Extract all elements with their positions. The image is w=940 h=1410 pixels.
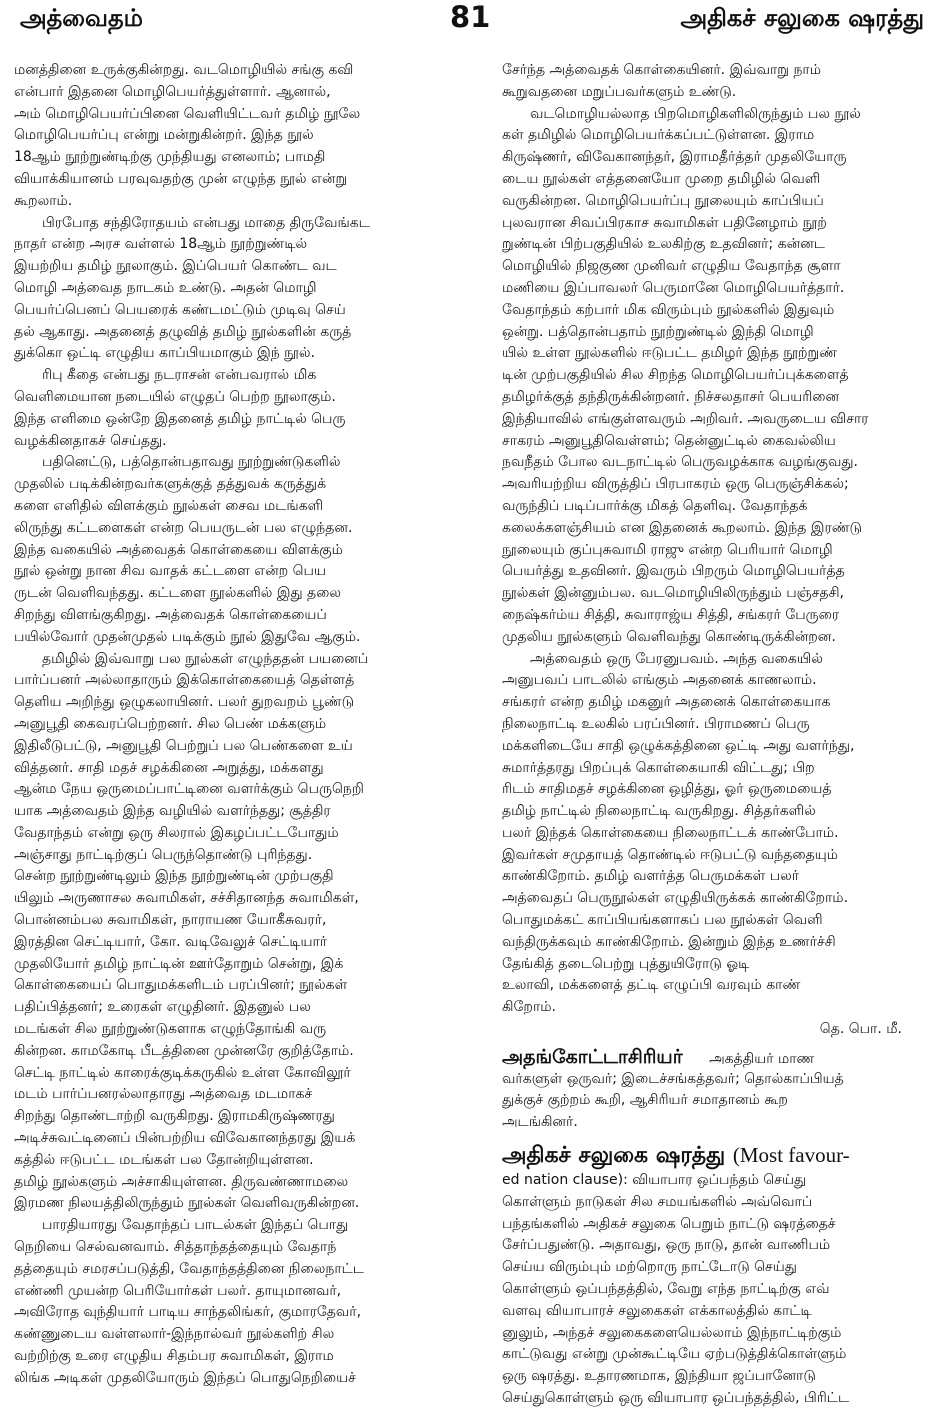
- text-line: துக்கொ ஒட்டி எழுதிய காப்பியமாகும் இந் நூல்.: [14, 345, 315, 362]
- text-line: ருடன் வெளிவந்தது. கட்டளை நூல்களில் இது தலை: [14, 585, 342, 602]
- text-line: டின் முற்பகுதியில் சில சிறந்த மொழிபெயர்ப்புக்களைத்: [502, 367, 849, 384]
- text-line: ஆன்ம நேய ஒருமைப்பாட்டினை வளர்க்கும் பெருநெறி: [14, 781, 364, 798]
- text-line: மக்களிடையே சாதி ஒழுக்கத்தினை ஒட்டி அது வளர்ந்து,: [502, 737, 855, 754]
- text-line: உலாவி, மக்களைத் தட்டி எழுப்பி வரவும் காண்: [502, 977, 801, 994]
- text-line: கூறலாம்.: [14, 192, 73, 209]
- text-line: பலர் இந்தக் கொள்கையை நிலைநாட்டக் காண்போம்.: [502, 824, 839, 841]
- text-line: மடம் பார்ப்பனரல்லாதாரது அத்வைத மடமாகச்: [14, 1086, 313, 1103]
- text-line: கூறுவதனை மறுப்பவர்களும் உண்டு.: [502, 83, 737, 100]
- text-line: அனுபூதி கைவரப்பெற்றனர். சில பெண் மக்களும்: [14, 715, 327, 732]
- text-line: ஒரு ஷரத்து. உதாரணமாக, இந்தியா ஜப்பானோடு: [502, 1368, 816, 1385]
- text-line: கத்தில் ஈடுபட்ட மடங்கள் பல தோன்றியுள்ளன.: [14, 1151, 314, 1168]
- text-line: பதினெட்டு, பத்தொன்பதாவது நூற்றுண்டுகளில்: [42, 454, 341, 471]
- text-line: லிங்க அடிகள் முதலியோரும் இந்தப் பொதுநெறியைச்: [14, 1369, 356, 1386]
- entry-first-line: அகத்தியர் மாண: [709, 1050, 815, 1067]
- text-line: தமிழில் இவ்வாறு பல நூல்கள் எழுந்ததன் பயனைப்: [42, 650, 369, 667]
- text-line: டைய நூல்கள் எத்தனையோ முறை தமிழில் வெளி: [502, 170, 821, 187]
- text-line: கிருஷ்ணர், விவேகானந்தர், இராமதீர்த்தர் முதலியோரு: [502, 149, 847, 166]
- text-line: தல் ஆகாது. அதனைத் தழுவித் தமிழ் நூல்களின் கருத்: [14, 323, 352, 340]
- text-line: அனுபவப் பாடலில் எங்கும் அதனைக் காணலாம்.: [502, 672, 817, 689]
- text-line: பாரதியாரது வேதாந்தப் பாடல்கள் இந்தப் பொது: [42, 1217, 349, 1234]
- text-line: நூல் ஒன்று நான சிவ வாதக் கட்டளை என்ற பெய: [14, 563, 326, 580]
- text-line: நவநீதம் போல வடநாட்டில் பெருவழக்காக வழங்குவது.: [502, 454, 858, 471]
- text-line: அவிரோத வுந்தியார் பாடிய சாந்தலிங்கர், குமாரதேவர்,: [14, 1304, 362, 1321]
- text-line: கலைக்களஞ்சியம் என இதனைக் கூறலாம். இந்த இரண்டு: [502, 519, 863, 536]
- text-line: மொழிபெயர்ப்பு என்று மன்றுகின்றர். இந்த நூல்: [14, 127, 314, 144]
- text-line: சென்ற நூற்றுண்டிலும் இந்த நூற்றுண்டின் முற்பகுதி: [14, 868, 334, 885]
- author-signature: தெ. பொ. மீ.: [819, 1021, 902, 1038]
- text-line: வழக்கினதாகச் செய்தது.: [14, 432, 167, 449]
- text-line: செட்டி நாட்டில் காரைக்குடிக்கருகில் உள்ள கோவிலூர்: [14, 1064, 351, 1081]
- text-line: செய்துகொள்ளும் ஒரு வியாபார ஒப்பந்தத்தில், பிரிட்ட: [502, 1390, 850, 1407]
- text-line: கள் தமிழில் மொழிபெயர்க்கப்பட்டுள்ளன. இராம: [502, 127, 815, 144]
- text-line: பந்தங்களில் அதிகச் சலுகை பெறும் நாட்டு ஷரத்தைச்: [502, 1215, 836, 1232]
- text-line: செய்ய விரும்பும் மற்றொரு நாட்டோடு செய்து: [502, 1259, 797, 1276]
- text-line: சுமார்த்தரது பிறப்புக் கொள்கையாகி விட்டது; பிற: [502, 759, 815, 776]
- right-column-body: [502, 60, 932, 1019]
- entry-adhiga-salugai-sharathu: [502, 1140, 932, 1410]
- text-line: பயில்வோர் முதன்முதல் படிக்கும் நூல் இதுவே ஆகும்.: [14, 628, 361, 645]
- text-line: வேதாந்தம் கற்பார் மிக விரும்பும் நூல்களில் இதுவும்: [502, 301, 835, 318]
- text-line: நூல்கள் இன்னும்பல. வடமொழியிலிருந்தும் பஞ்சதசி,: [502, 585, 844, 602]
- text-line: இயற்றிய தமிழ் நூலாகும். இப்பெயர் கொண்ட வட: [14, 258, 337, 275]
- text-line: ரிடம் சாதிமதச் சழக்கினை ஒழித்து, ஓர் ஒருமையைத்: [502, 781, 832, 798]
- text-line: கொள்ளும் நாடுகள் சில சமயங்களில் அவ்வொப்: [502, 1193, 813, 1210]
- text-line: எண்ணி முயன்ற பெரியோர்கள் பலர். தாயுமானவர்,: [14, 1282, 342, 1299]
- text-line: பார்ப்பனர் அல்லாதாரும் இக்கொள்கையைத் தெள்ளத்: [14, 672, 355, 689]
- text-line: கின்றன. காமகோடி பீடத்தினை முன்னரே குறித்தோம்.: [14, 1042, 354, 1059]
- text-line: தெளிய அறிந்து ஒழுகலாயினர். பலர் துறவறம் பூண்டு: [14, 694, 355, 711]
- text-line: இந்த வகையில் அத்வைதக் கொள்கையை விளக்கும்: [14, 541, 343, 558]
- text-line: முதலில் படிக்கின்றவர்களுக்குத் தத்துவக் கருத்துக்: [14, 476, 327, 493]
- text-line: அஞ்சாது நாட்டிற்குப் பெருந்தொண்டு புரிந்தது.: [14, 846, 313, 863]
- text-line: துக்குச் குற்றம் கூறி, ஆசிரியர் சமாதானம் கூற: [502, 1092, 788, 1109]
- text-line: சிறந்து விளங்குகிறது. அத்வைதக் கொள்கையைப்: [14, 606, 327, 623]
- text-line: நைஷ்கர்ம்ய சித்தி, சுவாராஜ்ய சித்தி, சங்கரர் பேருரை: [502, 606, 840, 623]
- text-line: யாக அத்வைதம் இந்த வழியில் வளர்ந்தது; சூத்திர: [14, 803, 331, 820]
- text-line: வெளிமையான நடையில் எழுதப் பெற்ற நூலாகும்.: [14, 388, 336, 405]
- text-line: நாதர் என்ற அரச வள்ளல் 18ஆம் நூற்றுண்டில்: [14, 236, 308, 253]
- text-line: என்பார் இதனை மொழிபெயர்த்துள்ளார். ஆனால்,: [14, 83, 331, 100]
- entry-body: [502, 1069, 932, 1134]
- text-line: பிரபோத சந்திரோதயம் என்பது மாதை திருவேங்கட: [42, 214, 370, 231]
- text-line: லிருந்து கட்டளைகள் என்ற பெயருடன் பல எழுந்தன.: [14, 519, 353, 536]
- entry-gloss: (Most favour-: [732, 1143, 850, 1168]
- text-line: சிறந்து தொண்டாற்றி வருகிறது. இராமகிருஷ்ணரது: [14, 1108, 335, 1125]
- text-line: ஒன்று. பத்தொன்பதாம் நூற்றுண்டில் இந்தி மொழி: [502, 323, 814, 340]
- text-line: வருந்திப் படிப்பார்க்கு மிகத் தெளிவு. வேதாந்தக்: [502, 497, 808, 514]
- text-line: கொள்ளும் ஒப்பந்தத்தில், வேறு எந்த நாட்டிற்கு எவ்: [502, 1281, 830, 1298]
- left-column: [14, 60, 466, 1390]
- header-left-guideword: அத்வைதம்: [20, 4, 143, 32]
- text-line: கண்ணுடைய வள்ளலார்-இந்நால்வர் நூல்களிற் சில: [14, 1326, 335, 1343]
- text-line: களை எளிதில் விளக்கும் நூல்கள் சைவ மடங்களி: [14, 497, 324, 514]
- right-column: [502, 60, 932, 1410]
- text-line: வேதாந்தம் என்று ஒரு சிலரால் இகழப்பட்டபோதும்: [14, 824, 339, 841]
- text-line: இரமண நிலயத்திலிருந்தும் நூல்கள் வெளிவருகின்றன.: [14, 1195, 360, 1212]
- page-number: 81: [450, 0, 491, 34]
- text-line: அடிச்சுவட்டினைப் பின்பற்றிய விவேகானந்தரது இயக்: [14, 1130, 356, 1147]
- text-line: இரத்தின செட்டியார், கோ. வடிவேலுச் செட்டியார்: [14, 933, 328, 950]
- text-line: காண்கிறோம். தமிழ் வளர்த்த பெருமக்கள் பலர்: [502, 868, 800, 885]
- text-line: அத்வைதம் ஒரு பேரனுபவம். அந்த வகையில்: [530, 650, 823, 667]
- header-right-guideword: அதிகச் சலுகை ஷரத்து: [680, 4, 924, 32]
- text-line: மொழி அத்வைத நாடகம் உண்டு. அதன் மொழி: [14, 279, 317, 296]
- text-line: ed nation clause): வியாபார ஒப்பந்தம் செய்து: [502, 1172, 807, 1189]
- text-line: மணியை இப்பாவலர் பெருமானே மொழிபெயர்த்தார்.: [502, 279, 845, 296]
- text-line: சங்கரர் என்ற தமிழ் மகனுர் அதனைக் கொள்கையாக: [502, 694, 831, 711]
- text-line: இவர்கள் சமுதாயத் தொண்டில் ஈடுபட்டு வந்ததையும்: [502, 846, 839, 863]
- text-line: தேங்கித் தடைபெற்று புத்துயிரோடு ஓடி: [502, 955, 750, 972]
- text-line: வந்திருக்கவும் காண்கிறோம். இன்றும் இந்த உணர்ச்சி: [502, 933, 836, 950]
- entry-headword: அதங்கோட்டாசிரியர்: [502, 1046, 683, 1068]
- text-line: றுண்டின் பிற்பகுதியில் உலகிற்கு உதவினர்; கன்னட: [502, 236, 825, 253]
- text-line: யில் உள்ள நூல்களில் ஈடுபட்ட தமிழர் இந்த நூற்றுண்: [502, 345, 838, 362]
- entry-body: [502, 1170, 932, 1410]
- text-line: ரிபு கீதை என்பது நடராசன் என்பவரால் மிக: [42, 367, 317, 384]
- text-line: பெயர்ப்பெனப் பெயரைக் கண்டமட்டும் முடிவு செய்: [14, 301, 346, 318]
- text-line: முதலியோர் தமிழ் நாட்டின் ஊர்தோறும் சென்று, இக்: [14, 955, 344, 972]
- entry-headword: அதிகச் சலுகை ஷரத்து: [502, 1143, 726, 1169]
- text-line: பதிப்பித்தனர்; உரைகள் எழுதினர். இதனுல் பல: [14, 999, 311, 1016]
- text-line: பெயர்த்து உதவினர். இவரும் பிறரும் மொழிபெயர்த்த: [502, 563, 845, 580]
- text-line: நூலையும் குப்புசுவாமி ராஜு என்ற பெரியார் மொழி: [502, 541, 833, 558]
- text-line: இந்தியாவில் எங்குள்ளவரும் அறிவர். அவருடைய விசார: [502, 410, 869, 427]
- text-line: இந்த எளிமை ஒன்றே இதனைத் தமிழ் நாட்டில் பெரு: [14, 410, 346, 427]
- text-line: அம் மொழிபெயர்ப்பினை வெளியிட்டவர் தமிழ் நூலே: [14, 105, 361, 122]
- text-line: மொழியில் நிஜகுண முனிவர் எழுதிய வேதாந்த சூளா: [502, 258, 841, 275]
- text-line: சேர்ப்பதுண்டு. அதாவது, ஒரு நாடு, தான் வாணிபம்: [502, 1237, 831, 1254]
- text-line: வியாக்கியானம் பரவுவதற்கு முன் எழுந்த நூல் என்று: [14, 170, 348, 187]
- text-line: தமிழ் நாட்டில் நிலைநாட்டி வருகிறது. சித்தர்களில்: [502, 803, 816, 820]
- text-line: னுலும், அந்தச் சலுகைகளையெல்லாம் இந்நாட்டிற்கும்: [502, 1324, 842, 1341]
- text-line: வற்றிற்கு உரை எழுதிய சிதம்பர சுவாமிகள், இராம: [14, 1348, 334, 1365]
- text-line: புலவரான சிவப்பிரகாச சுவாமிகள் பதினேழாம் நூற்: [502, 214, 827, 231]
- text-line: காட்டுவது என்று முன்கூட்டியே ஏற்படுத்திக்கொள்ளும்: [502, 1346, 847, 1363]
- text-line: அடங்கினர்.: [502, 1114, 578, 1131]
- text-line: பொதுமக்கட் காப்பியங்களாகப் பல நூல்கள் வெளி: [502, 912, 823, 929]
- text-line: வடமொழியல்லாத பிறமொழிகளிலிருந்தும் பல நூல்: [530, 105, 861, 122]
- text-line: பொன்னம்பல சுவாமிகள், நாராயண யோகீசுவரர்,: [14, 912, 327, 929]
- text-line: அவரியற்றிய விருத்திப் பிரபாகரம் ஒரு பெருஞ்சிக்கல்;: [502, 476, 849, 493]
- text-line: முதலிய நூல்களும் வெளிவந்து கொண்டிருக்கின்றன.: [502, 628, 836, 645]
- text-line: 18ஆம் நூற்றுண்டிற்கு முந்தியது எனலாம்; பாமதி: [14, 149, 326, 166]
- text-line: சேர்ந்த அத்வைதக் கொள்கையினர். இவ்வாறு நாம்: [502, 62, 822, 78]
- text-line: வர்களுள் ஒருவர்; இடைச்சங்கத்தவர்; தொல்காப்பியத்: [502, 1070, 844, 1087]
- text-line: மடங்கள் சில நூற்றுண்டுகளாக எழுந்தோங்கி வரு: [14, 1021, 327, 1038]
- text-line: அத்வைதப் பெருநூல்கள் எழுதியிருக்கக் காண்கிறோம்.: [502, 890, 849, 907]
- text-line: நிலைநாட்டி உலகில் பரப்பினர். பிராமணப் பெரு: [502, 715, 810, 732]
- text-line: தமிழ் நூல்களும் அச்சாகியுள்ளன. திருவண்ணாமலை: [14, 1173, 349, 1190]
- text-line: வளவு வியாபாரச் சலுகைகள் எக்காலத்தில் காட்டி: [502, 1302, 812, 1319]
- text-line: கிறோம்.: [502, 999, 556, 1016]
- text-line: நெறியை செல்வனவாம். சித்தாந்தத்தையும் வேதாந்: [14, 1239, 337, 1256]
- text-line: வருகின்றன. மொழிபெயர்ப்பு நூலையும் காப்பியப்: [502, 192, 824, 209]
- text-line: யிலும் அருணாசல சுவாமிகள், சச்சிதானந்த சுவாமிகள்,: [14, 890, 359, 907]
- text-line: கொள்கையைப் பொதுமக்களிடம் பரப்பினர்; நூல்கள்: [14, 977, 348, 994]
- text-line: தமிழர்க்குத் தந்திருக்கின்றனர். நிச்சலதாசர் பெயரினை: [502, 388, 840, 405]
- text-line: இதிலீடுபட்டு, அனுபூதி பெற்றுப் பல பெண்களை உய்: [14, 737, 353, 754]
- text-line: மனத்தினை உருக்குகின்றது. வடமொழியில் சங்கு கவி: [14, 62, 354, 78]
- text-line: தத்தையும் சமரசப்படுத்தி, வேதாந்தத்தினை நிலைநாட்ட: [14, 1260, 364, 1277]
- text-line: சாகரம் அனுபூதிவெள்ளம்; தென்னுட்டில் கைவல்லிய: [502, 432, 836, 449]
- entry-adhangottasiriyar: [502, 1047, 932, 1134]
- text-line: வித்தனர். சாதி மதச் சழக்கினை அறுத்து, மக்களது: [14, 759, 324, 776]
